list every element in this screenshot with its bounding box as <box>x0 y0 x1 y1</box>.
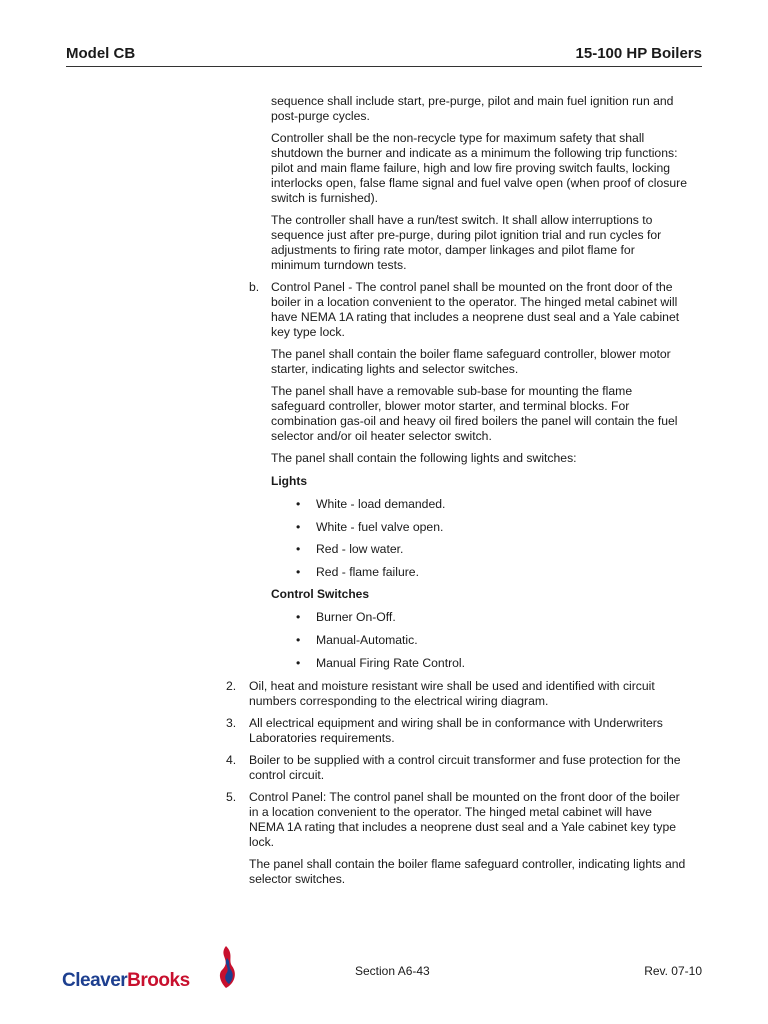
text-line: boiler in a location convenient to the operator. The hinged metal cabinet will <box>271 295 678 309</box>
list-marker-3: 3. <box>226 716 237 730</box>
text-line: control circuit. <box>249 768 325 782</box>
logo-cleaver: Cleaver <box>62 970 128 991</box>
section-label: Section A6-43 <box>355 964 430 978</box>
text-line: numbers corresponding to the electrical wiring diagram. <box>249 694 549 708</box>
bullet: • <box>296 610 301 624</box>
text-line: selector and/or oil heater selector switch. <box>271 429 492 443</box>
list-marker-2: 2. <box>226 679 237 693</box>
list-item: Manual-Automatic. <box>316 633 418 647</box>
text-line: interlocks open, false flame signal and fuel valve open (when proof of closure <box>271 176 687 190</box>
model-title: Model CB <box>66 45 136 62</box>
text-line: in a location convenient to the operator. The hinged metal cabinet will have <box>249 805 652 819</box>
list-item: Burner On-Off. <box>316 610 396 624</box>
text-line: post-purge cycles. <box>271 109 370 123</box>
list-item: White - fuel valve open. <box>316 520 444 534</box>
list-marker-b: b. <box>249 280 260 294</box>
bullet: • <box>296 520 301 534</box>
list-item: Red - flame failure. <box>316 565 419 579</box>
cleaverbrooks-logo <box>62 944 242 992</box>
flame-icon <box>212 944 240 992</box>
text-line: Oil, heat and moisture resistant wire shall be used and identified with circuit <box>249 679 655 693</box>
control-switches-heading: Control Switches <box>271 587 370 601</box>
list-marker-4: 4. <box>226 753 237 767</box>
text-line: NEMA 1A rating that includes a neoprene dust seal and a Yale cabinet key type <box>249 820 677 834</box>
bullet: • <box>296 656 301 670</box>
text-line: Boiler to be supplied with a control circuit transformer and fuse protection for the <box>249 753 681 767</box>
text-line: selector switches. <box>249 872 346 886</box>
page-header <box>66 44 702 67</box>
list-item: Manual Firing Rate Control. <box>316 656 466 670</box>
list-item: Red - low water. <box>316 542 404 556</box>
text-line: Control Panel - The control panel shall be mounted on the front door of the <box>271 280 673 294</box>
text-line: sequence shall include start, pre-purge, pilot and main fuel ignition run and <box>271 94 674 108</box>
text-line: minimum turndown tests. <box>271 258 407 272</box>
text-line: key type lock. <box>271 325 345 339</box>
text-line: lock. <box>249 835 275 849</box>
lights-heading: Lights <box>271 474 307 488</box>
text-line: All electrical equipment and wiring shall be in conformance with Underwriters <box>249 716 663 730</box>
text-line: Control Panel: The control panel shall be mounted on the front door of the boiler <box>249 790 680 804</box>
boiler-range-title: 15-100 HP Boilers <box>575 45 702 62</box>
text-line: shutdown the burner and indicate as a minimum the following trip functions: <box>271 146 678 160</box>
text-line: The panel shall contain the following lights and switches: <box>271 451 577 465</box>
text-line: safeguard controller, blower motor starter, and terminal blocks. For <box>271 399 630 413</box>
text-line: pilot and main flame failure, high and low fire proving switch faults, locking <box>271 161 671 175</box>
text-line: The controller shall have a run/test switch. It shall allow interruptions to <box>271 213 653 227</box>
text-line: combination gas-oil and heavy oil fired boilers the panel will contain the fuel <box>271 414 678 428</box>
bullet: • <box>296 633 301 647</box>
text-line: starter, indicating lights and selector switches. <box>271 362 519 376</box>
logo-wordmark <box>62 970 190 992</box>
text-line: sequence just after pre-purge, during pilot ignition trial and run cycles for <box>271 228 662 242</box>
list-marker-5: 5. <box>226 790 237 804</box>
bullet: • <box>296 542 301 556</box>
text-line: switch is furnished). <box>271 191 379 205</box>
text-line: The panel shall have a removable sub-base for mounting the flame <box>271 384 633 398</box>
revision-label: Rev. 07-10 <box>644 964 702 978</box>
text-line: have NEMA 1A rating that includes a neoprene dust seal and a Yale cabinet <box>271 310 680 324</box>
logo-brooks: Brooks <box>127 970 190 991</box>
text-line: Controller shall be the non-recycle type for maximum safety that shall <box>271 131 645 145</box>
bullet: • <box>296 565 301 579</box>
text-line: adjustments to firing rate motor, damper linkages and pilot flame for <box>271 243 635 257</box>
text-line: The panel shall contain the boiler flame safeguard controller, blower motor <box>271 347 671 361</box>
text-line: Laboratories requirements. <box>249 731 395 745</box>
text-line: The panel shall contain the boiler flame safeguard controller, indicating lights and <box>249 857 686 871</box>
list-item: White - load demanded. <box>316 497 446 511</box>
bullet: • <box>296 497 301 511</box>
